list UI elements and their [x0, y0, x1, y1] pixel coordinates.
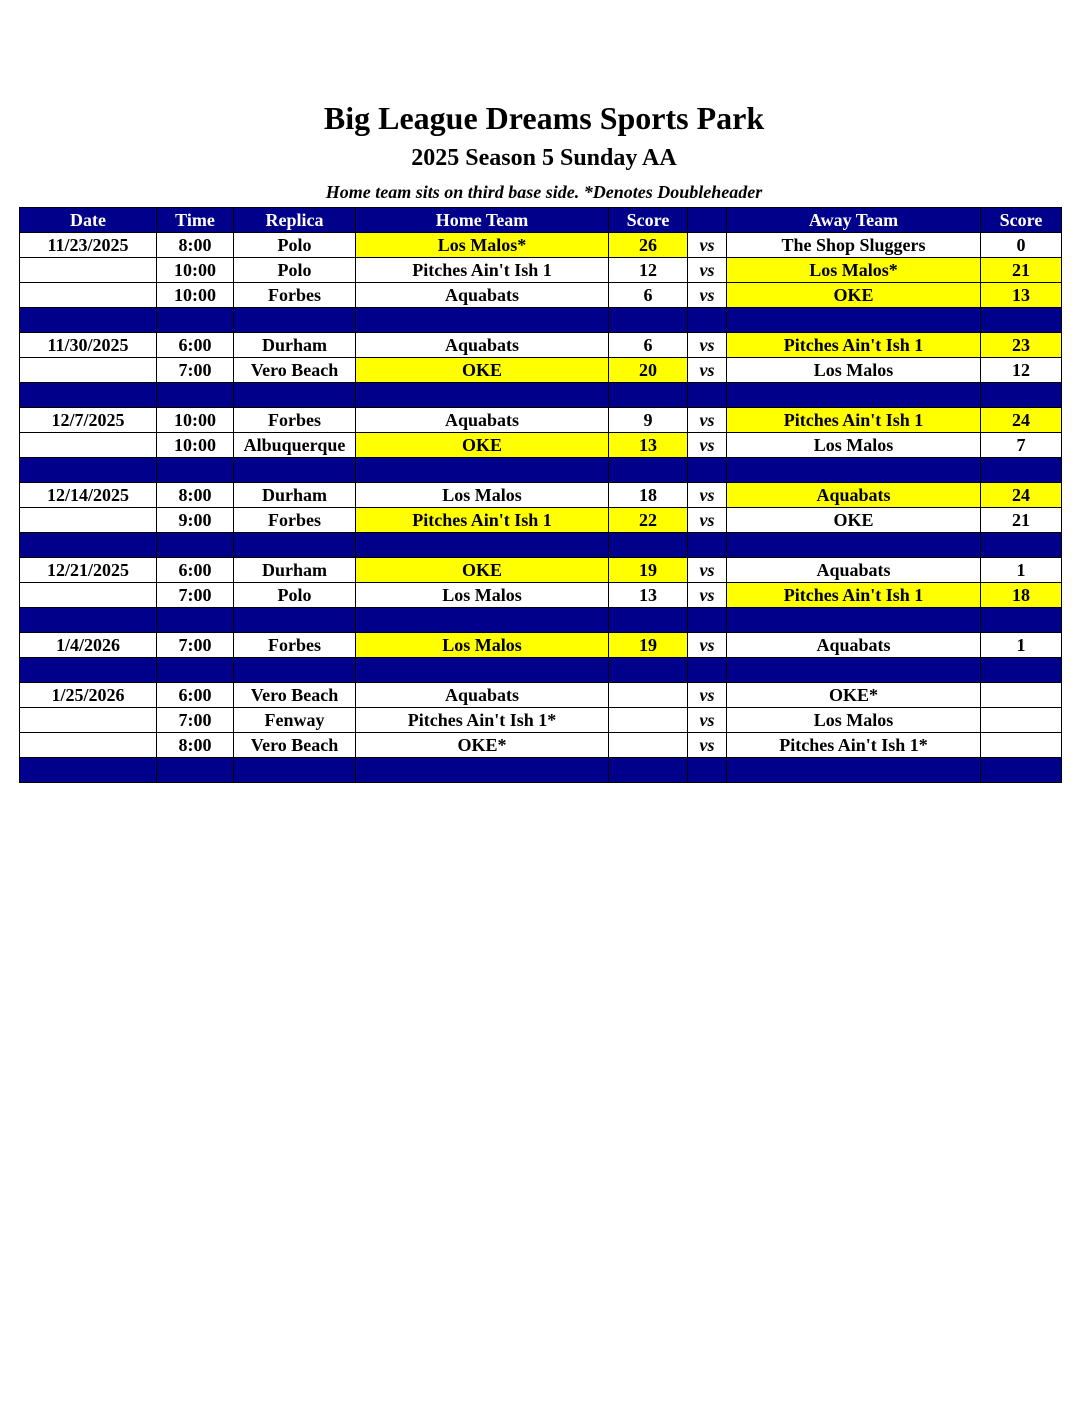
separator-cell [157, 658, 234, 683]
separator-cell [688, 308, 727, 333]
game-replica: Polo [234, 583, 356, 608]
game-vs: vs [688, 633, 727, 658]
game-away-score [981, 683, 1062, 708]
game-away-team: Aquabats [727, 558, 981, 583]
game-replica: Polo [234, 258, 356, 283]
game-away-team: Los Malos [727, 708, 981, 733]
separator-cell [609, 758, 688, 783]
game-vs: vs [688, 233, 727, 258]
game-row [20, 483, 1062, 508]
game-row [20, 358, 1062, 383]
header-row [20, 208, 1062, 233]
game-replica: Albuquerque [234, 433, 356, 458]
game-away-score: 1 [981, 558, 1062, 583]
schedule-table [19, 207, 1062, 783]
game-replica: Forbes [234, 283, 356, 308]
game-away-team: Los Malos [727, 358, 981, 383]
game-away-team: Los Malos [727, 433, 981, 458]
game-away-score: 24 [981, 408, 1062, 433]
game-replica: Durham [234, 558, 356, 583]
game-date [20, 708, 157, 733]
game-away-team: OKE [727, 283, 981, 308]
game-home-score: 20 [609, 358, 688, 383]
separator-cell [20, 608, 157, 633]
game-away-score [981, 733, 1062, 758]
game-time: 10:00 [157, 408, 234, 433]
game-away-score: 21 [981, 258, 1062, 283]
separator-cell [609, 608, 688, 633]
game-time: 7:00 [157, 633, 234, 658]
separator-cell [981, 458, 1062, 483]
game-time: 6:00 [157, 683, 234, 708]
game-away-team: OKE [727, 508, 981, 533]
separator-cell [727, 608, 981, 633]
game-home-score: 12 [609, 258, 688, 283]
game-row [20, 708, 1062, 733]
game-away-team: Aquabats [727, 633, 981, 658]
game-home-score: 6 [609, 333, 688, 358]
game-vs: vs [688, 583, 727, 608]
separator-cell [688, 533, 727, 558]
game-home-score: 19 [609, 558, 688, 583]
separator-cell [157, 308, 234, 333]
separator-cell [609, 458, 688, 483]
game-time: 8:00 [157, 733, 234, 758]
separator-row [20, 533, 1062, 558]
game-replica: Forbes [234, 408, 356, 433]
schedule-header [20, 208, 1062, 233]
game-time: 7:00 [157, 583, 234, 608]
separator-cell [727, 383, 981, 408]
game-home-score: 9 [609, 408, 688, 433]
game-replica: Durham [234, 333, 356, 358]
separator-cell [234, 383, 356, 408]
game-date [20, 358, 157, 383]
game-date [20, 583, 157, 608]
game-vs: vs [688, 358, 727, 383]
game-replica: Forbes [234, 508, 356, 533]
separator-cell [727, 308, 981, 333]
game-date [20, 733, 157, 758]
separator-cell [20, 758, 157, 783]
game-away-score: 7 [981, 433, 1062, 458]
game-row [20, 633, 1062, 658]
game-home-team: Los Malos* [356, 233, 609, 258]
game-home-team: Pitches Ain't Ish 1 [356, 508, 609, 533]
header-away-team: Away Team [727, 208, 981, 233]
game-home-team: Los Malos [356, 483, 609, 508]
game-date: 12/7/2025 [20, 408, 157, 433]
game-time: 6:00 [157, 558, 234, 583]
separator-cell [688, 458, 727, 483]
game-time: 10:00 [157, 433, 234, 458]
game-home-score: 26 [609, 233, 688, 258]
separator-cell [20, 458, 157, 483]
game-home-team: OKE* [356, 733, 609, 758]
game-vs: vs [688, 283, 727, 308]
game-away-team: Pitches Ain't Ish 1* [727, 733, 981, 758]
game-home-score [609, 708, 688, 733]
game-away-team: Los Malos* [727, 258, 981, 283]
separator-cell [20, 383, 157, 408]
separator-cell [981, 533, 1062, 558]
game-replica: Vero Beach [234, 683, 356, 708]
game-replica: Vero Beach [234, 733, 356, 758]
separator-cell [157, 758, 234, 783]
separator-cell [20, 533, 157, 558]
separator-cell [981, 308, 1062, 333]
game-row [20, 333, 1062, 358]
game-replica: Vero Beach [234, 358, 356, 383]
game-time: 8:00 [157, 233, 234, 258]
game-time: 7:00 [157, 708, 234, 733]
separator-cell [234, 533, 356, 558]
game-vs: vs [688, 333, 727, 358]
game-time: 6:00 [157, 333, 234, 358]
game-away-team: OKE* [727, 683, 981, 708]
separator-cell [20, 658, 157, 683]
game-row [20, 233, 1062, 258]
separator-cell [688, 758, 727, 783]
game-home-team: Pitches Ain't Ish 1* [356, 708, 609, 733]
game-away-team: Aquabats [727, 483, 981, 508]
separator-cell [609, 533, 688, 558]
separator-cell [727, 658, 981, 683]
separator-cell [157, 608, 234, 633]
game-vs: vs [688, 683, 727, 708]
separator-cell [981, 383, 1062, 408]
header-home-team: Home Team [356, 208, 609, 233]
game-time: 7:00 [157, 358, 234, 383]
separator-cell [609, 383, 688, 408]
game-date: 1/4/2026 [20, 633, 157, 658]
game-time: 10:00 [157, 283, 234, 308]
game-home-team: OKE [356, 558, 609, 583]
separator-cell [356, 383, 609, 408]
separator-row [20, 608, 1062, 633]
game-time: 8:00 [157, 483, 234, 508]
game-date [20, 433, 157, 458]
game-home-score: 18 [609, 483, 688, 508]
game-vs: vs [688, 483, 727, 508]
game-row [20, 508, 1062, 533]
separator-cell [727, 758, 981, 783]
separator-cell [356, 758, 609, 783]
game-row [20, 408, 1062, 433]
game-away-score: 12 [981, 358, 1062, 383]
game-time: 10:00 [157, 258, 234, 283]
game-vs: vs [688, 733, 727, 758]
game-date: 1/25/2026 [20, 683, 157, 708]
separator-row [20, 383, 1062, 408]
header-date: Date [20, 208, 157, 233]
separator-row [20, 658, 1062, 683]
separator-cell [234, 658, 356, 683]
game-home-score: 22 [609, 508, 688, 533]
game-row [20, 558, 1062, 583]
separator-cell [356, 308, 609, 333]
separator-cell [609, 658, 688, 683]
game-row [20, 583, 1062, 608]
game-home-score: 13 [609, 583, 688, 608]
game-away-score [981, 708, 1062, 733]
separator-cell [981, 608, 1062, 633]
separator-cell [356, 658, 609, 683]
game-date: 11/23/2025 [20, 233, 157, 258]
separator-cell [356, 608, 609, 633]
game-away-team: Pitches Ain't Ish 1 [727, 583, 981, 608]
game-home-score [609, 683, 688, 708]
game-vs: vs [688, 433, 727, 458]
game-home-team: Aquabats [356, 283, 609, 308]
game-home-score: 6 [609, 283, 688, 308]
separator-cell [157, 458, 234, 483]
page-subtitle: 2025 Season 5 Sunday AA [411, 145, 677, 171]
game-home-team: Aquabats [356, 333, 609, 358]
separator-cell [688, 608, 727, 633]
game-row [20, 283, 1062, 308]
game-home-team: Aquabats [356, 683, 609, 708]
separator-cell [157, 533, 234, 558]
game-away-score: 13 [981, 283, 1062, 308]
schedule-note: Home team sits on third base side. *Denotes Doubleheader [325, 182, 763, 202]
header-home-score: Score [609, 208, 688, 233]
separator-cell [727, 533, 981, 558]
separator-cell [234, 758, 356, 783]
game-vs: vs [688, 708, 727, 733]
game-vs: vs [688, 558, 727, 583]
separator-row [20, 758, 1062, 783]
game-row [20, 433, 1062, 458]
game-away-score: 0 [981, 233, 1062, 258]
header-away-score: Score [981, 208, 1062, 233]
header-time: Time [157, 208, 234, 233]
game-row [20, 258, 1062, 283]
game-date: 12/21/2025 [20, 558, 157, 583]
schedule-body [20, 233, 1062, 783]
game-date [20, 258, 157, 283]
header-vs [688, 208, 727, 233]
separator-cell [981, 758, 1062, 783]
game-home-score [609, 733, 688, 758]
game-row [20, 733, 1062, 758]
game-home-score: 13 [609, 433, 688, 458]
game-row [20, 683, 1062, 708]
game-away-score: 23 [981, 333, 1062, 358]
game-home-team: OKE [356, 358, 609, 383]
game-home-team: Los Malos [356, 633, 609, 658]
separator-cell [20, 308, 157, 333]
page-title: Big League Dreams Sports Park [323, 100, 765, 136]
game-replica: Forbes [234, 633, 356, 658]
separator-cell [157, 383, 234, 408]
game-date: 11/30/2025 [20, 333, 157, 358]
game-away-team: Pitches Ain't Ish 1 [727, 408, 981, 433]
game-replica: Fenway [234, 708, 356, 733]
separator-cell [234, 608, 356, 633]
header-replica: Replica [234, 208, 356, 233]
game-away-score: 18 [981, 583, 1062, 608]
game-time: 9:00 [157, 508, 234, 533]
game-home-team: Aquabats [356, 408, 609, 433]
game-home-score: 19 [609, 633, 688, 658]
game-replica: Polo [234, 233, 356, 258]
separator-row [20, 308, 1062, 333]
game-away-score: 21 [981, 508, 1062, 533]
separator-cell [688, 658, 727, 683]
separator-cell [356, 458, 609, 483]
separator-row [20, 458, 1062, 483]
game-date [20, 508, 157, 533]
game-away-score: 1 [981, 633, 1062, 658]
game-date: 12/14/2025 [20, 483, 157, 508]
game-away-score: 24 [981, 483, 1062, 508]
game-home-team: Pitches Ain't Ish 1 [356, 258, 609, 283]
game-vs: vs [688, 258, 727, 283]
separator-cell [688, 383, 727, 408]
game-home-team: Los Malos [356, 583, 609, 608]
game-away-team: Pitches Ain't Ish 1 [727, 333, 981, 358]
game-replica: Durham [234, 483, 356, 508]
separator-cell [234, 458, 356, 483]
game-date [20, 283, 157, 308]
game-away-team: The Shop Sluggers [727, 233, 981, 258]
separator-cell [234, 308, 356, 333]
separator-cell [356, 533, 609, 558]
separator-cell [609, 308, 688, 333]
separator-cell [727, 458, 981, 483]
game-vs: vs [688, 508, 727, 533]
game-vs: vs [688, 408, 727, 433]
separator-cell [981, 658, 1062, 683]
game-home-team: OKE [356, 433, 609, 458]
